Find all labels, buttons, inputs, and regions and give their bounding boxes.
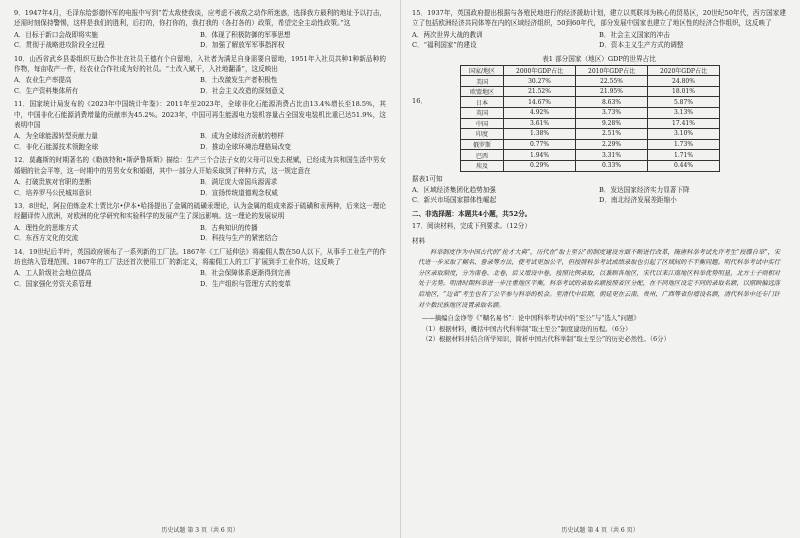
- question-17-sub-2: （2）根据材料并结合所学知识，简析中国古代科举制“取士至公”的历史必然性。（6分）: [422, 334, 670, 343]
- right-page-footer: 历史试题 第 4 页（共 6 页）: [561, 527, 639, 534]
- table-value-cell: 3.10%: [647, 129, 719, 140]
- option-a: A．区域经济集团化趋势加强: [412, 185, 496, 194]
- table-header-row: [461, 65, 720, 76]
- material-source: ——摘编自金诤等《“糊名易书”：论中国科举考试中的“至公”与“选人”问题》: [422, 314, 640, 323]
- option-c: C．东西方文化的交流: [14, 234, 79, 243]
- table-row: [461, 129, 720, 140]
- table-row: [461, 108, 720, 119]
- option-a: A．理性化的思维方式: [14, 223, 79, 232]
- option-c: C．贯彻于战略进攻阶段全过程: [14, 41, 105, 50]
- option-d: D．科技与生产的紧密结合: [200, 234, 278, 243]
- table-header-cell: 2010年GDP占比: [576, 65, 648, 76]
- question-14-options: [14, 268, 386, 289]
- question-16-label: 16．: [412, 97, 427, 105]
- table-value-cell: 0.77%: [504, 139, 576, 150]
- table-value-cell: 8.63%: [576, 97, 648, 108]
- option-d: D．加强了解放军军事指挥权: [200, 41, 285, 50]
- option-a: A．为全球能源转型贡献力量: [14, 132, 98, 141]
- option-a: A．农业生产率提高: [14, 76, 72, 85]
- question-16-stem: 据表1可知: [412, 174, 443, 183]
- option-b: B．古典知识的传播: [200, 223, 258, 232]
- table-value-cell: 14.67%: [504, 97, 576, 108]
- table-value-cell: 0.44%: [647, 160, 719, 171]
- table-value-cell: 2.29%: [576, 139, 648, 150]
- table-region-cell: 英国: [461, 108, 504, 119]
- table-region-cell: 俄罗斯: [461, 139, 504, 150]
- table-header-cell: 2000年GDP占比: [504, 65, 576, 76]
- left-page-footer: 历史试题 第 3 页（共 6 页）: [161, 527, 239, 534]
- table-value-cell: 18.01%: [647, 86, 719, 97]
- table-value-cell: 5.87%: [647, 97, 719, 108]
- table-region-cell: 中国: [461, 118, 504, 129]
- table-value-cell: 3.73%: [576, 108, 648, 119]
- table-value-cell: 3.31%: [576, 150, 648, 161]
- table-region-cell: 埃及: [461, 160, 504, 171]
- option-a: A．打破贵族对官职的垄断: [14, 178, 92, 187]
- left-question-list: [14, 8, 386, 289]
- option-c: C．非化石能源技术领跑全球: [14, 142, 99, 151]
- option-d: D．推动全球环境治理格局改变: [200, 142, 292, 151]
- option-b: B．社会主义国家的冲击: [599, 30, 670, 39]
- table-row: [461, 86, 720, 97]
- option-c: C．国家强化劳资关系管理: [14, 279, 92, 288]
- table-value-cell: 2.51%: [576, 129, 648, 140]
- table-value-cell: 0.33%: [576, 160, 648, 171]
- question-17-sub-1: （1）根据材料，概括中国古代科举制“取士至公”制度建设的历程。（6分）: [422, 324, 632, 333]
- table-value-cell: 21.52%: [504, 86, 576, 97]
- right-page: [400, 0, 800, 538]
- question-9-stem: 9．1947年4月，毛泽东给彭德怀军的电报中写到“若太敌使我谈，应考虑不被敌之动作所迷惑，选择我方最利的地址予以打击，还需时刻保持警惕，这样是我们的胜利，后打的，你打你的，我打我的（各打各的）政策，希望完全主动性政策。”这: [14, 9, 386, 28]
- option-c: C．生产资料集体所有: [14, 86, 79, 95]
- option-c: C．新兴市场国家群体性崛起: [412, 196, 497, 205]
- table-value-cell: 24.80%: [647, 76, 719, 87]
- option-d: D．资本主义生产方式的调整: [599, 41, 684, 50]
- table-region-cell: 美国: [461, 76, 504, 87]
- option-d: D．生产组织与管理方式的变革: [200, 279, 292, 288]
- option-c: C．“福利国家”的建设: [412, 41, 477, 50]
- table-row: [461, 76, 720, 87]
- option-d: D．宣扬传统道德观念权威: [200, 188, 278, 197]
- table-row: [461, 118, 720, 129]
- question-12-stem: 12．莫鑫斯的时期著名的《勒彼特和•斯萨鲁斯斯》描绘：生产三个合法子女的父母可以免去税赋，已经成为共和国生活中男女婚姻的社会平等，这一时期中的男男女女和婚姻，其中一部分人开始采取到了种种方式，这一规定意在: [14, 156, 386, 175]
- table-body: [461, 76, 720, 171]
- question-11-options: [14, 131, 386, 152]
- option-b: B．社会保障体系逐渐得到完善: [200, 269, 291, 278]
- question-15-options: [412, 30, 786, 51]
- question-11-stem: 11．国家统计局发布的《2023年中国统计年鉴》：2011年至2023年，全球非化石能源消费占比由13.4%增长至18.5%，其中，中国非化石能源消费增量的贡献率为45.2%。2023年，中国可再生能源电力装机容量占全国发电装机比重已达51.9%，这表明中国: [14, 100, 386, 130]
- section-heading: 二、非选择题：本题共4小题，共52分。: [412, 209, 532, 218]
- table-value-cell: 4.92%: [504, 108, 576, 119]
- question-9-options: [14, 30, 386, 51]
- question-15-stem: 15．1937年，英国政府提出根据与各殖民地进行的经济援助计划，建立以英联邦为核心的贸易区，20世纪50年代，西方国家建立了包括欧洲经济共同体等在内的区域经济组织，50到60年代，部分发展中国家也建立了地区性的经济合作组织，这反映了: [412, 9, 786, 28]
- table-header-cell: 2020年GDP占比: [647, 65, 719, 76]
- question-13-stem: 13．8世纪，阿拉伯炼金术士贾比尔•伊本•哈扬提出了金属的硫磺汞理论，认为金属的组成来源于硫磺和汞两种，后来这一理论经翻译传入欧洲，对欧洲的化学研究和实验科学的发展产生了深远影响。这一理论的发展说明: [14, 201, 386, 221]
- table-value-cell: 0.29%: [504, 160, 576, 171]
- table-value-cell: 1.71%: [647, 150, 719, 161]
- table-region-cell: 欧盟地区: [461, 86, 504, 97]
- option-a: A．目标于新口会战即将实施: [14, 30, 98, 39]
- table-row: [461, 97, 720, 108]
- table-value-cell: 21.95%: [576, 86, 648, 97]
- question-16-options: [412, 185, 786, 206]
- table-header-cell: 国家/地区: [461, 65, 504, 76]
- table-region-cell: 印度: [461, 129, 504, 140]
- table-row: [461, 150, 720, 161]
- option-d: D．南北经济发展差距缩小: [599, 196, 677, 205]
- option-b: B．体现了积极防御的军事思想: [200, 30, 291, 39]
- table-region-cell: 巴西: [461, 150, 504, 161]
- table-value-cell: 1.38%: [504, 129, 576, 140]
- option-b: B．成为全球经济贡献的榜样: [200, 132, 284, 141]
- table-value-cell: 1.94%: [504, 150, 576, 161]
- question-17-stem: 17．阅读材料，完成下列要求。（12分）: [412, 222, 531, 231]
- option-c: C．培养罗马公民城邦意识: [14, 188, 92, 197]
- table-value-cell: 30.27%: [504, 76, 576, 87]
- option-b: B．满足庞大帝国兵源需求: [200, 178, 278, 187]
- question-13-options: [14, 223, 386, 244]
- table-value-cell: 9.28%: [576, 118, 648, 129]
- table-row: [461, 139, 720, 150]
- table-value-cell: 3.61%: [504, 118, 576, 129]
- question-10-stem: 10．山西省武乡县委组织互助合作社在社员王德有个自留地，入社者为满足自身需要自留地，1951年入社员共种1种新品种的作物，每亩收产一件，经农业合作社成为好的社员。“土改入赋干，入社地翻番”，这反映出: [14, 54, 386, 74]
- question-10-options: [14, 75, 386, 96]
- question-14-stem: 14．19世纪后半叶，英国政府颁布了一系列新的工厂法。1867年《工厂延伸法》将雇佣人数在50人以下，从事手工业生产的作坊也纳入管理范围。1867年的工厂法还首次使用工厂的新定义，将雇佣工人的工厂扩展到手工业作坊，这反映了: [14, 247, 386, 266]
- option-d: D．社会主义改造的深刻意义: [200, 86, 285, 95]
- table-value-cell: 1.73%: [647, 139, 719, 150]
- table-value-cell: 17.41%: [647, 118, 719, 129]
- table-value-cell: 3.13%: [647, 108, 719, 119]
- question-12-options: [14, 177, 386, 198]
- table-title: 表1 部分国家（地区）GDP的世界占比: [542, 54, 656, 63]
- option-b: B．土改激发生产者积极性: [200, 76, 278, 85]
- option-b: B．发达国家经济实力显著下降: [599, 185, 690, 194]
- option-a: A．两次世界大战的教训: [412, 30, 483, 39]
- gdp-share-table: [460, 65, 720, 172]
- table-region-cell: 日本: [461, 97, 504, 108]
- table-row: [461, 160, 720, 171]
- table-value-cell: 22.55%: [576, 76, 648, 87]
- material-passage: 科举制度作为中国古代的“抡才大典”，历代在“取士至公”的制度建设方面不断进行改革，隋唐科举考试允许考生“投牒自举”，宋代进一步采取了糊名、誊录等方法，使考试更加公平，但按照科举考试成绩录取也引起了区域间的不平衡问题。明代科举考试中实行分区录取制度，分为南卷、北卷，后又增设中卷，按照比例录取，以兼顾各地区，宋代以来江南地区科举优势明显，北方士子则相对处于劣势。明清时期科举进一步注重地区平衡，科举考试的录取名额按照省区分配，在不同地区设定不同的录取名额，以照顾偏远落后地区，“边省”考生也有了公平参与科举的机会。至清代中后期，朝廷更在云南、贵州、广西等省份增设名额，清代科举中还专门针对少数民族地区设置录取名额。: [418, 248, 780, 309]
- material-label: 材料: [412, 236, 426, 245]
- option-a: A．工人阶级社会地位提高: [14, 269, 92, 278]
